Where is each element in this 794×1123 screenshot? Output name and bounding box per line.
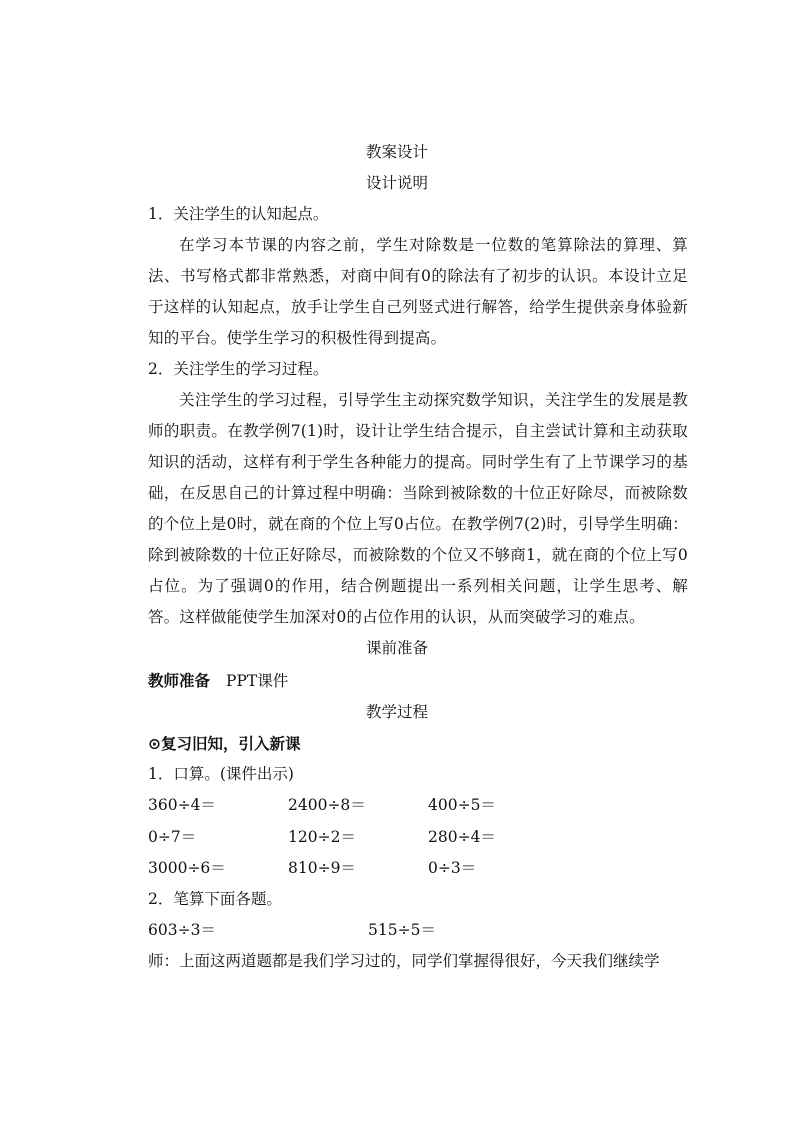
oral-item: 3000÷6＝ [148,859,226,877]
oral-item: 360÷4＝ [148,796,216,814]
oral-item: 120÷2＝ [288,828,356,846]
written-row [148,915,688,946]
written-item: 515÷5＝ [368,921,436,939]
point2-paragraph: 关注学生的学习过程，引导学生主动探究数学知识，关注学生的发展是教师的职责。在教学例7(1)时，设计让学生结合提示，自主尝试计算和主动获取知识的活动，这样有利于学生各种能力的提高。同时学生有了上节课学习的基础，在反思自己的计算过程中明确：当除到被除数的十位正好除尽，而被除数的个位上是0时，就在商的个位上写0占位。在教学例7(2)时，引导学生明确：除到被除数的十位正好除尽，而被除数的个位又不够商1，就在商的个位上写0占位。为了强调0的作用，结合例题提出一系列相关问题，让学生思考、解答。这样做能使学生加深对0的占位作用的认识，从而突破学习的难点。 [148,391,688,626]
oral-heading: 1．口算。(课件出示) [148,765,294,783]
process-heading: 教学过程 [365,703,428,721]
oral-row [148,822,688,853]
review-heading: ⊙复习旧知，引入新课 [148,735,301,753]
oral-item: 2400÷8＝ [288,796,366,814]
teacher-prep-label: 教师准备 [148,672,211,690]
oral-item: 0÷3＝ [428,859,477,877]
written-heading: 2．笔算下面各题。 [148,890,282,908]
design-heading: 设计说明 [365,174,428,192]
oral-row [148,853,688,884]
oral-item: 280÷4＝ [428,828,496,846]
written-item: 603÷3＝ [148,921,216,939]
oral-row [148,790,688,821]
teacher-prep-value: PPT课件 [226,672,289,690]
point1-heading: 1．关注学生的认知起点。 [148,205,329,223]
document-title: 教案设计 [365,143,428,161]
teacher-prep-line [148,666,688,697]
oral-item: 810÷9＝ [288,859,356,877]
prep-heading: 课前准备 [365,639,428,657]
oral-item: 0÷7＝ [148,828,197,846]
oral-item: 400÷5＝ [428,796,496,814]
teacher-line: 师：上面这两道题都是我们学习过的，同学们掌握得很好，今天我们继续学 [148,952,660,970]
point1-paragraph: 在学习本节课的内容之前，学生对除数是一位数的笔算除法的算理、算法、书写格式都非常熟悉，对商中间有0的除法有了初步的认识。本设计立足于这样的认知起点，放手让学生自己列竖式进行解答，给学生提供亲身体验新知的平台。使学生学习的积极性得到提高。 [148,236,688,347]
point2-heading: 2．关注学生的学习过程。 [148,360,329,378]
